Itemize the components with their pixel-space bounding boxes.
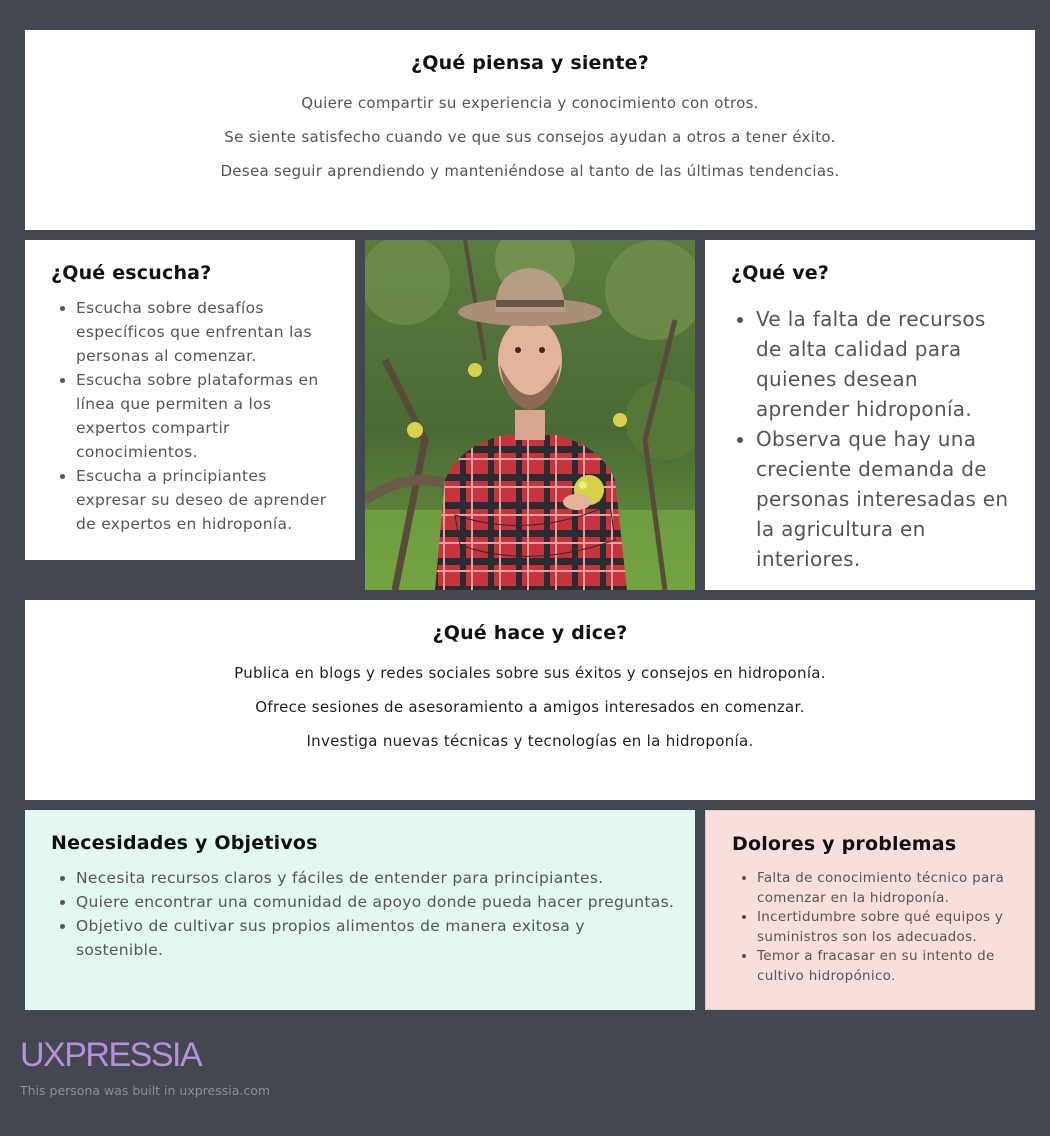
see-card [705,240,1035,590]
do-say-line: Ofrece sesiones de asesoramiento a amigos interesados en comenzar. [255,698,805,716]
list-item: • Escucha a principiantes expresar su deseo de aprender de expertos en hidroponía. [76,464,335,536]
hear-title: ¿Qué escucha? [51,262,212,284]
needs-goals-card [25,810,695,1010]
list-item: • Escucha sobre plataformas en línea que permiten a los expertos compartir conocimientos. [76,368,335,464]
think-feel-line: Desea seguir aprendiendo y manteniéndose al tanto de las últimas tendencias. [220,162,840,180]
list-item: • Quiere encontrar una comunidad de apoyo donde pueda hacer preguntas. [76,890,675,914]
list-item: • Incertidumbre sobre qué equipos y suministros son los adecuados. [757,908,1014,947]
pains-title: Dolores y problemas [732,833,957,855]
list-item: • Observa que hay una creciente demanda de personas interesadas en la agricultura en interiores. [756,424,1015,574]
think-feel-line: Se siente satisfecho cuando ve que sus consejos ayudan a otros a tener éxito. [224,128,836,146]
list-item: • Ve la falta de recursos de alta calidad para quienes desean aprender hidroponía. [756,304,1015,424]
footer-note: This persona was built in uxpressia.com [20,1083,271,1098]
needs-goals-list [76,866,675,962]
list-item: • Falta de conocimiento técnico para comenzar en la hidroponía. [757,869,1014,908]
hear-card [25,240,355,560]
uxpressia-logo[interactable]: UXPRESSIA [20,1036,202,1074]
list-item: • Escucha sobre desafíos específicos que enfrentan las personas al comenzar. [76,296,335,368]
hear-list [76,296,335,536]
persona-photo-illustration [365,240,695,590]
needs-goals-title: Necesidades y Objetivos [51,832,318,854]
list-item: • Objetivo de cultivar sus propios alimentos de manera exitosa y sostenible. [76,914,675,962]
do-say-card [25,600,1035,800]
do-say-line: Investiga nuevas técnicas y tecnologías en la hidroponía. [306,732,754,750]
think-feel-line: Quiere compartir su experiencia y conocimiento con otros. [301,94,759,112]
think-feel-card [25,30,1035,230]
see-list [756,304,1015,574]
think-feel-title: ¿Qué piensa y siente? [411,52,649,74]
pains-card [705,810,1035,1010]
do-say-line: Publica en blogs y redes sociales sobre sus éxitos y consejos en hidroponía. [234,664,826,682]
list-item: • Necesita recursos claros y fáciles de entender para principiantes. [76,866,675,890]
list-item: • Temor a fracasar en su intento de cultivo hidropónico. [757,947,1014,986]
see-title: ¿Qué ve? [731,262,830,284]
do-say-title: ¿Qué hace y dice? [432,622,628,644]
pains-list [757,869,1014,986]
persona-photo [365,240,695,590]
